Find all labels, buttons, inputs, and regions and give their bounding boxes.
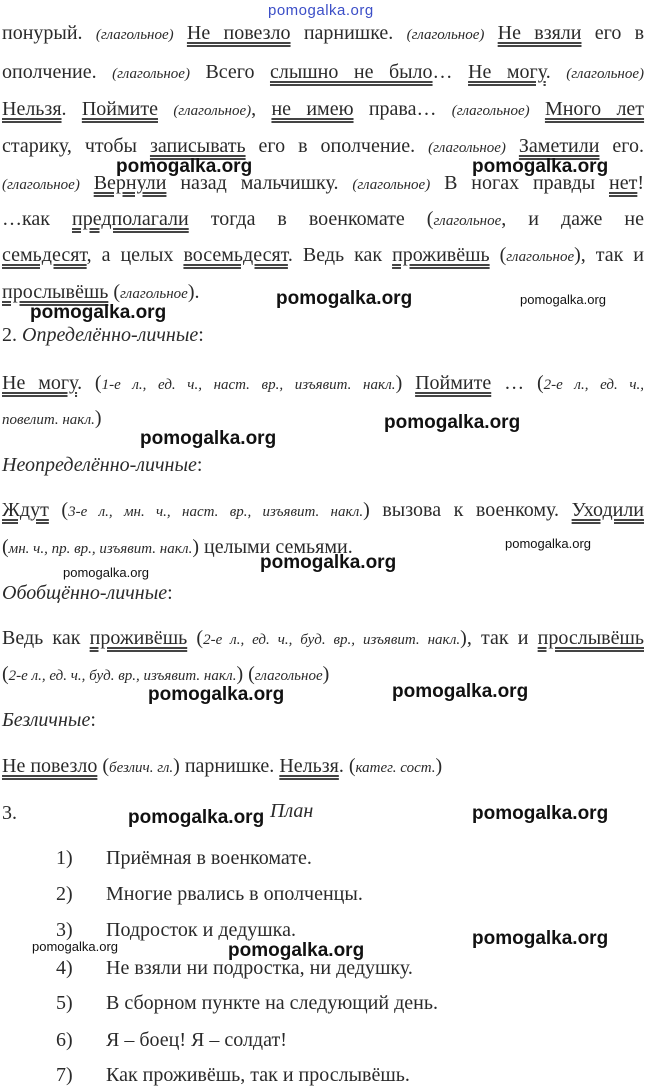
- predicate: предполагали: [72, 208, 189, 230]
- watermark: pomogalka.org: [228, 940, 365, 961]
- tag: (глагольное): [95, 27, 174, 43]
- section2-heading: [2, 322, 644, 348]
- predicate: записывать: [149, 135, 246, 157]
- plan-item-number: 6): [56, 1029, 73, 1051]
- text: .: [61, 98, 82, 120]
- text: права…: [353, 98, 452, 120]
- watermark: pomogalka.org: [520, 292, 606, 307]
- tag: (глагольное): [2, 177, 80, 193]
- tag: (глагольное): [352, 177, 431, 193]
- text: :: [167, 582, 173, 604]
- text: . Ведь как: [287, 244, 393, 266]
- text: (: [48, 499, 69, 521]
- plan-item: [56, 1062, 410, 1088]
- watermark: pomogalka.org: [472, 803, 609, 824]
- text-line-7: семьдесят, а целых восемьдесят. Ведь как проживёшь (глагольное), так и: [2, 244, 644, 266]
- text: ), так и: [574, 244, 644, 266]
- note: 2-е л., ед. ч., буд. вр., изъявит. накл.: [8, 668, 237, 684]
- text: ополчение.: [2, 61, 113, 83]
- plan-item-text: Не взяли ни подростка, ни дедушку.: [106, 957, 413, 979]
- text-line-5: [2, 170, 644, 198]
- note: катег. сост.: [355, 760, 436, 776]
- text: :: [90, 709, 96, 731]
- section3-number: 3.: [2, 802, 17, 824]
- text: … (: [491, 372, 544, 394]
- plan-item-number: 7): [56, 1064, 73, 1086]
- tag: (глагольное): [451, 103, 530, 119]
- text: [484, 22, 497, 44]
- plan-title: План: [270, 800, 314, 822]
- text: Всего: [189, 61, 270, 83]
- text: (: [2, 536, 9, 558]
- text: (: [97, 755, 110, 777]
- tag: (глагольное): [112, 66, 190, 82]
- heading: Определённо-личные: [22, 324, 199, 346]
- text-line-1: [2, 20, 644, 48]
- text-line-8: прослывёшь (глагольное).: [2, 281, 200, 303]
- plan-item: [56, 881, 363, 907]
- plan-item-text: Я – боец! Я – солдат!: [106, 1029, 287, 1051]
- tag: (глагольное): [406, 27, 485, 43]
- tag: (глагольное): [566, 66, 645, 82]
- text: (: [187, 627, 204, 649]
- text: ) целыми семьями.: [192, 536, 353, 558]
- text: ): [94, 407, 102, 429]
- text: ) (: [236, 663, 255, 685]
- example2-line1: [2, 497, 644, 525]
- plan-item: [56, 990, 438, 1016]
- text: [158, 98, 173, 120]
- plan-item-number: 3): [56, 919, 73, 941]
- predicate: нет: [609, 172, 638, 194]
- text: его в ополчение.: [245, 135, 429, 157]
- predicate: Вернули: [93, 172, 167, 194]
- tag: (глагольное): [173, 103, 252, 119]
- text: ): [395, 372, 416, 394]
- note: 2-е л., ед. ч., буд. вр., изъявит. накл.: [203, 632, 461, 648]
- watermark: pomogalka.org: [472, 156, 609, 177]
- text-line-6: …как предполагали тогда в военкомате (глагольное, и даже не: [2, 208, 644, 230]
- plan-item-number: 4): [56, 957, 73, 979]
- plan-item-number: 1): [56, 847, 73, 869]
- predicate: проживёшь: [89, 627, 188, 649]
- text: :: [198, 324, 204, 346]
- heading: Неопределённо-личные: [2, 454, 197, 476]
- text: (: [489, 244, 507, 266]
- section2-heading4: [2, 707, 644, 733]
- heading: Безличные: [2, 709, 91, 731]
- predicate: Много лет: [544, 98, 645, 120]
- text: ), так и: [460, 627, 538, 649]
- plan-item-number: 2): [56, 883, 73, 905]
- text: В ногах правды: [430, 172, 609, 194]
- text: ) вызова к военкому.: [363, 499, 572, 521]
- text-line-3: [2, 96, 644, 124]
- text: . (: [338, 755, 356, 777]
- text: , и даже не: [501, 208, 644, 230]
- text: [506, 135, 519, 157]
- example1-line1: [2, 370, 644, 398]
- text-line-2: [2, 59, 644, 87]
- predicate: Не повезло: [2, 755, 98, 777]
- watermark-top: pomogalka.org: [268, 2, 374, 19]
- text: тогда в военкомате: [188, 208, 427, 230]
- watermark: pomogalka.org: [128, 807, 265, 828]
- predicate: Уходили: [571, 499, 645, 521]
- text: .: [545, 61, 567, 83]
- plan-item-text: В сборном пункте на следующий день.: [106, 992, 438, 1014]
- predicate: Нельзя: [279, 755, 339, 777]
- watermark: pomogalka.org: [140, 428, 277, 449]
- watermark: pomogalka.org: [148, 684, 285, 705]
- text: Ведь как: [2, 627, 90, 649]
- predicate: проживёшь: [392, 244, 490, 266]
- plan-item-text: Как проживёшь, так и прослывёшь.: [106, 1064, 410, 1086]
- text: ) парнишке.: [173, 755, 280, 777]
- predicate: слышно не было: [269, 61, 433, 83]
- predicate: прослывёшь: [2, 281, 109, 303]
- text: …как: [2, 208, 72, 230]
- heading: Обобщённо-личные: [2, 582, 168, 604]
- section2-heading2: [2, 452, 644, 478]
- predicate: Не взяли: [497, 22, 582, 44]
- note: 1-е л., ед. ч., наст. вр., изъявит. накл.: [101, 377, 396, 393]
- plan-item: [56, 845, 312, 871]
- text: ): [322, 663, 330, 685]
- watermark: pomogalka.org: [505, 536, 591, 551]
- predicate: Поймите: [415, 372, 492, 394]
- predicate: не имею: [271, 98, 354, 120]
- predicate: Не повезло: [186, 22, 291, 44]
- text: его.: [599, 135, 644, 157]
- watermark: pomogalka.org: [276, 288, 413, 309]
- example3-line2: (2-е л., ед. ч., буд. вр., изъявит. накл.) (глагольное): [2, 663, 330, 685]
- predicate: восемьдесят: [183, 244, 288, 266]
- text: старику, чтобы: [2, 135, 150, 157]
- text: 2.: [2, 324, 22, 346]
- text: [530, 98, 545, 120]
- text: его в: [581, 22, 645, 44]
- predicate: Заметили: [518, 135, 600, 157]
- note: 3-е л., мн. ч., наст. вр., изъявит. накл.: [68, 504, 364, 520]
- watermark: pomogalka.org: [63, 565, 149, 580]
- tag: (глагольное): [428, 140, 506, 156]
- example4-line1: [2, 753, 644, 781]
- watermark: pomogalka.org: [116, 156, 253, 177]
- text: понурый.: [2, 22, 96, 44]
- text: [80, 172, 94, 194]
- predicate: Ждут: [2, 499, 49, 521]
- predicate: Не могу: [2, 372, 78, 394]
- watermark: pomogalka.org: [384, 412, 521, 433]
- note: мн. ч., пр. вр., изъявит. накл.: [8, 541, 193, 557]
- text: назад мальчишку.: [166, 172, 353, 194]
- watermark: pomogalka.org: [472, 928, 609, 949]
- text: :: [196, 454, 203, 476]
- predicate: Нельзя: [2, 98, 62, 120]
- plan-item-text: Многие рвались в ополченцы.: [106, 883, 363, 905]
- watermark: pomogalka.org: [32, 939, 118, 954]
- predicate: Поймите: [81, 98, 158, 120]
- predicate: прослывёшь: [537, 627, 644, 649]
- text: (: [2, 663, 9, 685]
- watermark: pomogalka.org: [392, 681, 529, 702]
- example3-line1: [2, 625, 644, 653]
- watermark: pomogalka.org: [260, 552, 397, 573]
- text: , а целых: [86, 244, 184, 266]
- plan-item-number: 5): [56, 992, 73, 1014]
- predicate: семьдесят: [2, 244, 87, 266]
- plan-item: [56, 955, 413, 981]
- text: . (: [77, 372, 102, 394]
- note: безлич. гл.: [109, 760, 174, 776]
- text: ,: [251, 98, 272, 120]
- plan-item-text: Приёмная в военкомате.: [106, 847, 312, 869]
- section2-heading3: [2, 580, 644, 606]
- plan-item-text: Подросток и дедушка.: [106, 919, 296, 941]
- text: (: [108, 281, 121, 303]
- text: [174, 22, 187, 44]
- note: повелит. накл.: [2, 412, 95, 428]
- example1-line2: [2, 405, 644, 433]
- watermark: pomogalka.org: [30, 302, 167, 323]
- text: !: [637, 172, 644, 194]
- text: …: [432, 61, 469, 83]
- text: ): [435, 755, 443, 777]
- note: 2-е л., ед. ч.,: [543, 377, 644, 393]
- predicate: Не могу: [468, 61, 546, 83]
- text: ).: [187, 281, 200, 303]
- text: парнишке.: [290, 22, 407, 44]
- plan-item: [56, 1027, 287, 1053]
